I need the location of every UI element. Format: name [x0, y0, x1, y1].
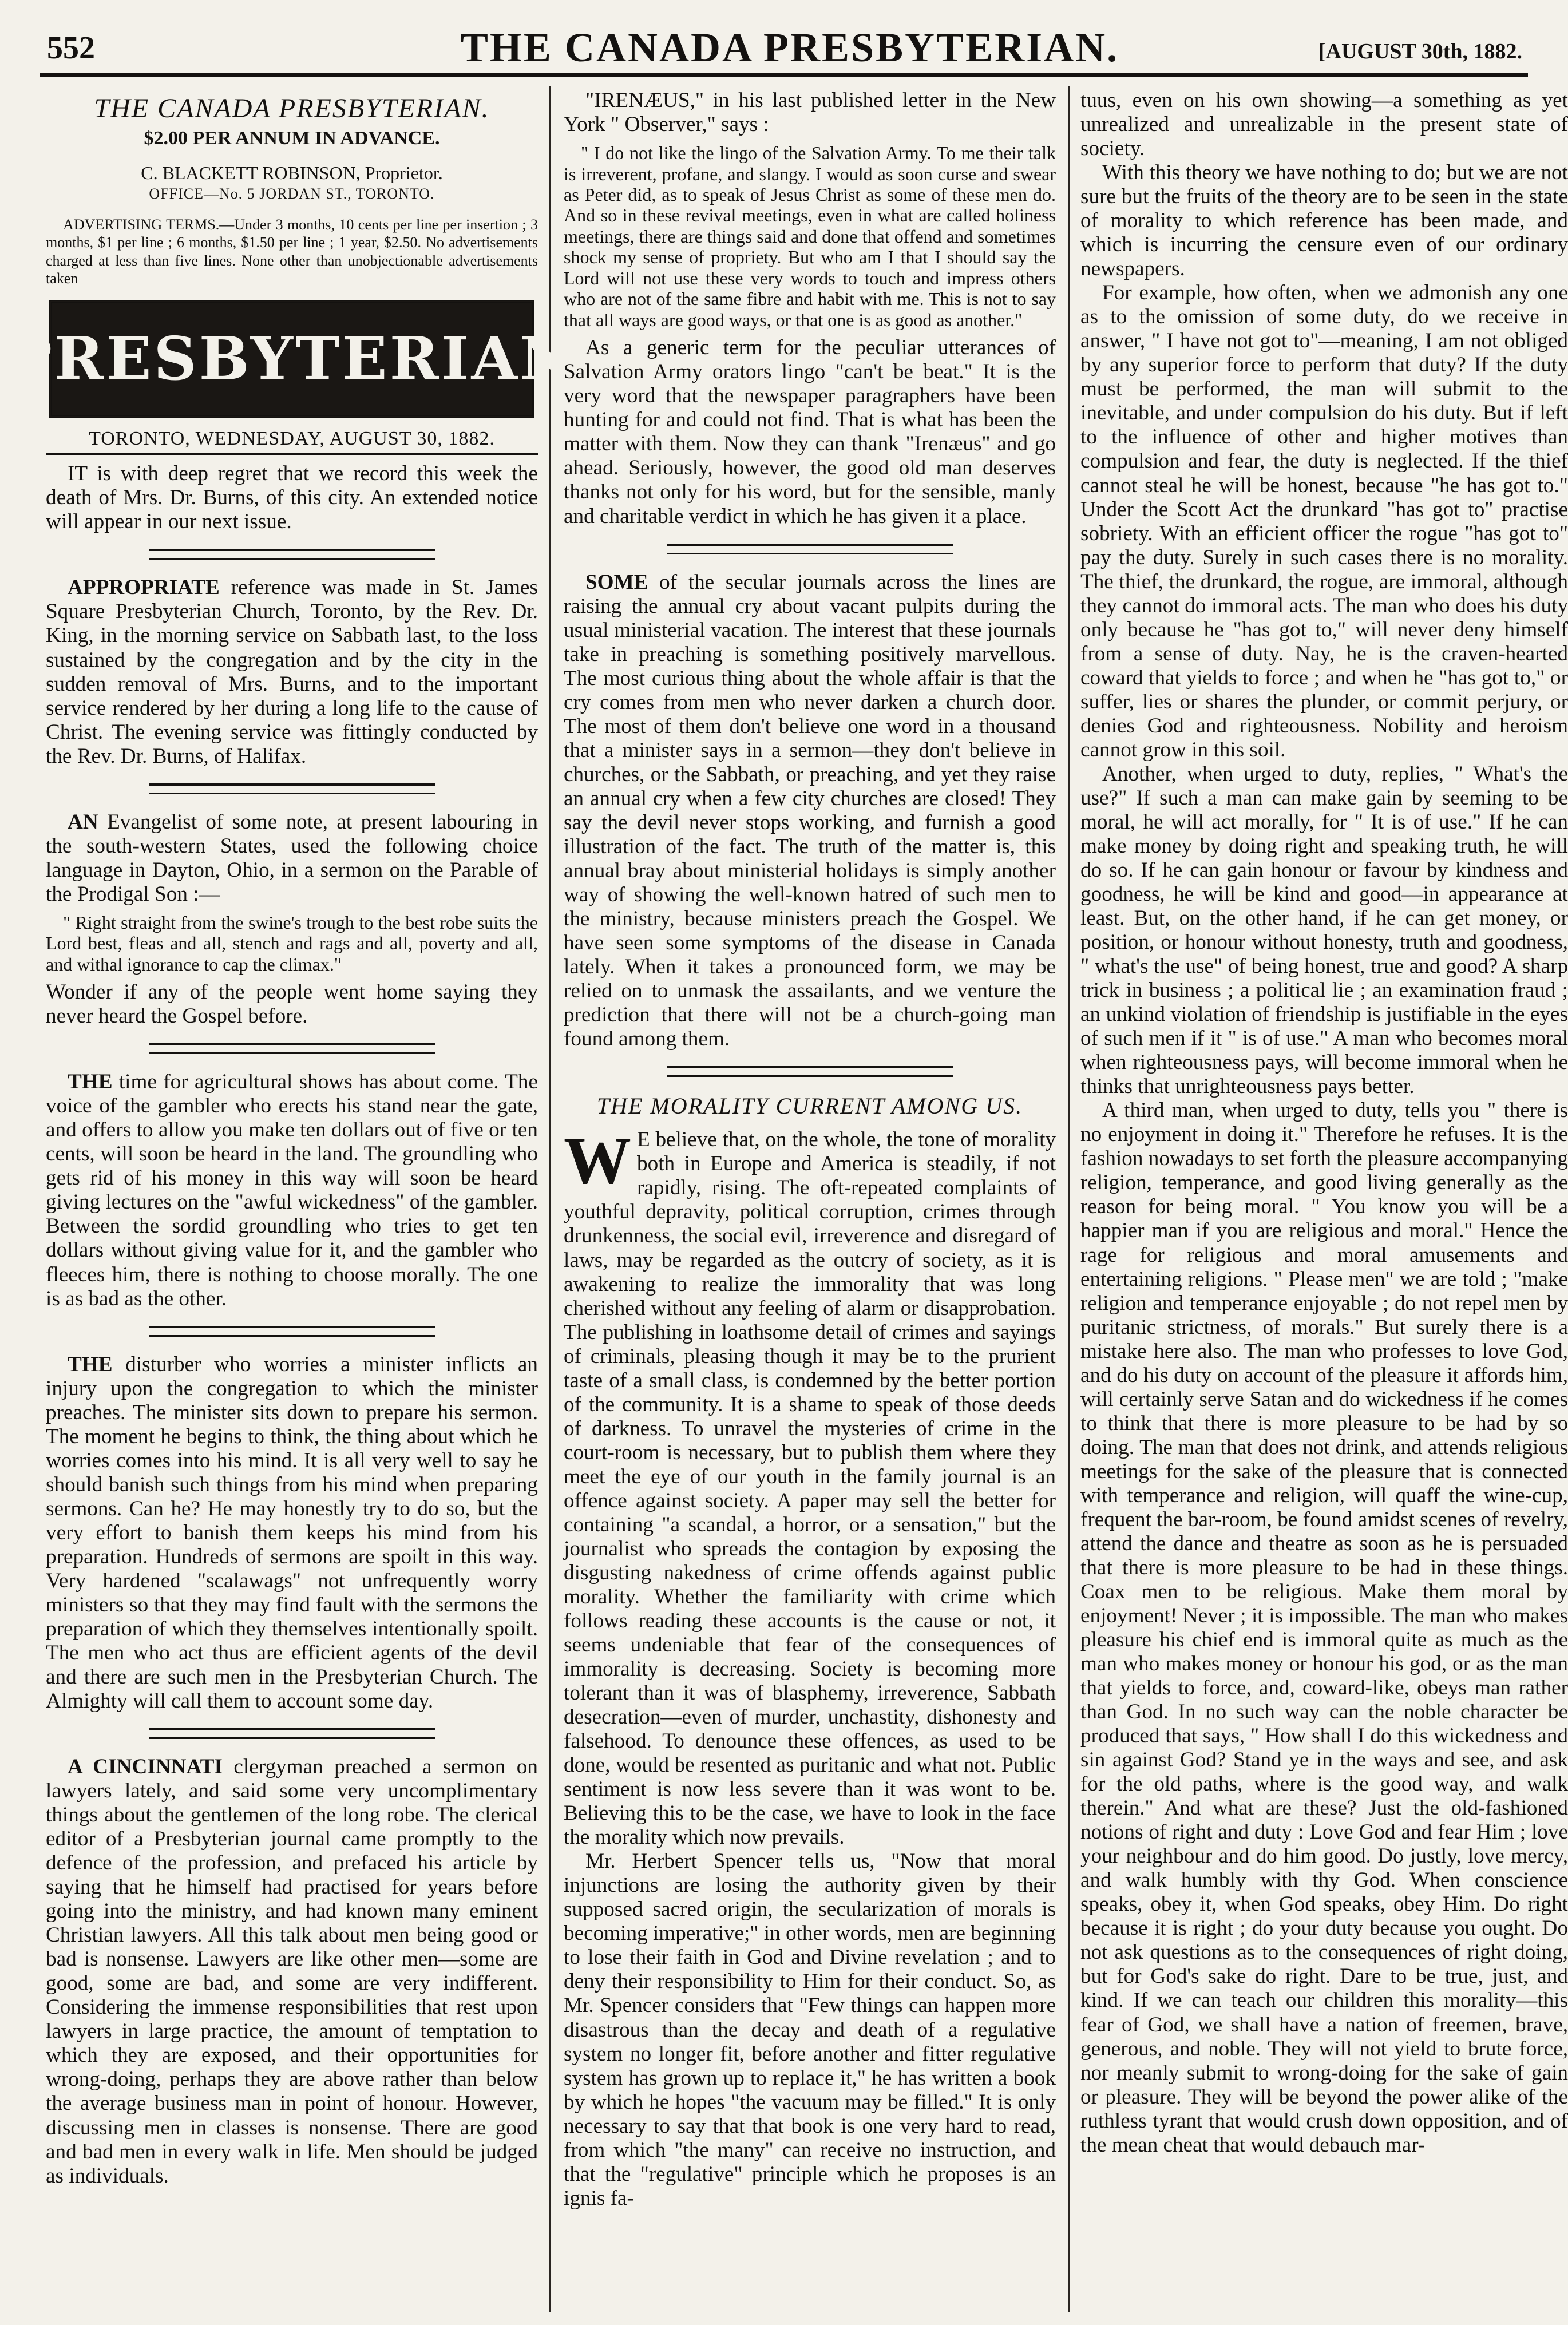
dateline: TORONTO, WEDNESDAY, AUGUST 30, 1882. — [46, 428, 538, 455]
lead-word: A CINCINNATI — [68, 1755, 223, 1779]
paragraph-text: Wonder if any of the people went home saying they never heard the Gospel before. — [46, 980, 538, 1028]
paragraph-agricultural-shows — [46, 1070, 538, 1310]
paragraph-text: time for agricultural shows has about come. The voice of the gambler who erects his stand near the gate, and offers to allow you make ten dollars out of five or ten cents, will soon be heard in the land. The groundling who gets rid of his money in this way will soon be heard giving lectures on the "awful wickedness" of the gambler. Between the sordid groundling who tries to get ten dollars without giving value for it, and the gambler who fleeces him, there is nothing to choose morally. The one is as bad as the other. — [46, 1070, 538, 1310]
paragraph-text: disturber who worries a minister inflicts an injury upon the congregation to which the minister preaches. The minister sits down to prepare his sermon. The moment he begins to think, the thing about which he worries comes into his mind. It is all very well to say he should banish such things from his mind when preparing sermons. Can he? He may honestly try to do so, but the very effort to banish them keeps his mind from his preparation. Hundreds of sermons are spoilt in this way. Very hardened "scalawags" not unfrequently worry ministers so that they may find fault with the sermons the preparation of which they themselves intentionally spoilt. The men who act thus are efficient agents of the devil and there are such men in the Presbyterian Church. The Almighty will call them to account some day. — [46, 1352, 538, 1713]
presbyterian-logo — [7, 300, 577, 418]
paragraph-cincinnati — [46, 1755, 538, 2188]
paragraph-lingo: As a generic term for the peculiar utterances of Salvation Army orators lingo "can't be beat." It is the very word that the newspaper paragraphers have been hunting for and could not find. That is what has been the matter with them. Now they can thank "Irenæus" and go ahead. Seriously, however, the good old man deserves thanks not only for his word, but for the sensible, manly and charitable verdict in which he has given it a place. — [564, 336, 1056, 528]
publisher-line: C. BLACKETT ROBINSON, Proprietor. — [141, 162, 443, 183]
column-2 — [564, 89, 1056, 2315]
paragraph-not-got-to: For example, how often, when we admonish any one as to the omission of some duty, do we receive in answer, " I have not got to"—meaning, I am not obliged by any superior force to perform that duty? If the duty must be performed, the man will submit to the inevitable, and under compulsion do his duty. But if left to the influence of other and higher motives than compulsion and fear, the duty is neglected. If the thief cannot steal he will be honest, because "he has got to." Under the Scott Act the drunkard "has got to" practise sobriety. With an efficient officer the rogue "has got to" pay the duty. Surely in such cases there is no morality. The thief, the drunkard, the rogue, are immoral, although they cannot do immoral acts. The man who does his duty only because he "has got to," will never deny himself from a sense of duty. Nay, he is the craven-hearted coward that yields to force ; and when he "has got to," or suffer, lies or shares the plunder, or commit perjury, or denies God and righteousness. Nobility and heroism cannot grow in this soil. — [1080, 281, 1568, 762]
column-3 — [1080, 89, 1568, 2315]
masthead: THE CANADA PRESBYTERIAN. — [460, 25, 1119, 70]
paragraph-theory: With this theory we have nothing to do; but we are not sure but the fruits of the theory are to be seen in the state of morality to which reference has been made, and which is incurring the censure even of our ordinary newspapers. — [1080, 161, 1568, 281]
lead-word: THE — [68, 1070, 113, 1094]
separator — [149, 1043, 435, 1054]
paragraph-text: clergyman preached a sermon on lawyers lately, and said some very uncomplimentary things about the gentlemen of the long robe. The clerical editor of a Presbyterian journal came promptly to the defence of the profession, and prefaced his article by saying that he himself had practised for years before going into the ministry, and had known many eminent Christian lawyers. All this talk about men being good or bad is nonsense. Lawyers are like other men—some are good, some are bad, and some are very indifferent. Considering the immense responsibilities that rest upon lawyers in large practice, the amount of temptation to which they are exposed, and their opportunities for wrong-doing, perhaps they are above rather than below the average business man in point of honour. However, discussing men in classes is nonsense. There are good and bad men in every walk in life. Men should be judged as individuals. — [46, 1755, 538, 2188]
paragraph-text: Evangelist of some note, at present labouring in the south-western States, used the following choice language in Dayton, Ohio, in a sermon on the Parable of the Prodigal Son :— — [46, 810, 538, 906]
paragraph-st-james — [46, 576, 538, 768]
column-rule-2 — [1068, 86, 1070, 2312]
paragraph-morality-opening — [564, 1123, 1056, 1849]
paragraph-secular-journals — [564, 571, 1056, 1052]
paragraph-irenaeus: "IRENÆUS," in his last published letter in the New York " Observer," says : — [564, 89, 1056, 137]
paragraph-death-notice: IT is with deep regret that we record this week the death of Mrs. Dr. Burns, of this city. An extended notice will appear in our next issue. — [46, 462, 538, 534]
paragraph-evangelist — [46, 810, 538, 906]
separator — [667, 1066, 953, 1077]
paragraph-continued: tuus, even on his own showing—a something as yet unrealized and unrealizable in the present state of society. — [1080, 89, 1568, 161]
paragraph-text: of the secular journals across the lines are raising the annual cry about vacant pulpits during the usual ministerial vacation. The interest that these journals take in preaching is something positively marvellous. The most curious thing about the whole affair is that the cry comes from men who never darken a church door. The most of them don't believe one word in a thousand that a minister says in a sermon—they don't believe in churches, or the Sabbath, or preaching, and yet they raise an annual cry when a few city churches are closed! They say the devil never stops working, and furnish a good illustration of the fact. The truth of the matter is, this annual bray about ministerial holidays is simply another way of showing the well-known hatred of such men to the ministry, because ministers preach the Gospel. We have seen some symptoms of the disease in Canada lately. When it takes a pronounced form, we may be relied on to unmask the assailants, and we venture the prediction that there will not be a church-going man found among them. — [564, 570, 1056, 1051]
logo-text: PRESBYTERIAN — [7, 323, 577, 394]
paragraph-text: reference was made in St. James Square Presbyterian Church, Toronto, by the Rev. Dr. King, in the morning service on Sabbath last, to the loss sustained by the congregation and by the city in the sudden removal of Mrs. Burns, and to the important service rendered by her during a long life to the cause of Christ. The evening service was fittingly conducted by the Rev. Dr. Burns, of Halifax. — [46, 576, 538, 768]
article-title: THE MORALITY CURRENT AMONG US. — [596, 1093, 1023, 1119]
separator — [149, 549, 435, 560]
lead-word: AN — [68, 810, 98, 834]
lead-word: THE — [68, 1352, 113, 1376]
paragraph-spencer: Mr. Herbert Spencer tells us, "Now that moral injunctions are losing the authority given by their supposed sacred origin, the secularization of morals is becoming imperative;" in other words, men are beginning to lose their faith in God and Divine revelation ; and to deny their responsibility to Him for their conduct. So, as Mr. Spencer considers that "Few things can happen more disastrous than the decay and death of a regulative system no longer fit, before another and fitter regulative system has grown up to replace it," he has written a book by which he hopes "the vacuum may be filled." It is only necessary to say that that book is one very hard to read, from which "the many" can receive no instruction, and that the "regulative" principle which he proposes is an ignis fa- — [564, 1849, 1056, 2210]
page-number: 552 — [47, 30, 95, 66]
separator — [667, 544, 953, 554]
paragraph-whats-the-use: Another, when urged to duty, replies, " What's the use?" If such a man can make gain by seeming to be moral, he will act morally, for " It is of use." If he can make money by doing right and speaking truth, he will do so. If he can gain honour or favour by kindness and goodness, he will be kind and good—in appearance at least. But, on the other hand, if he can get money, or position, or honour without honesty, truth and goodness, " what's the use" of being honest, true and good? A sharp trick in business ; a political lie ; an examination fraud ; an unkind violation of friendship is justifiable in the eyes of such men if it " is of use." A man who becomes moral when righteousness pays, will become immoral when he thinks that unrighteousness pays better. — [1080, 762, 1568, 1099]
publication-title: THE CANADA PRESBYTERIAN. — [94, 93, 490, 124]
advertising-terms: ADVERTISING TERMS.—Under 3 months, 10 cents per line per insertion ; 3 months, $1 per line ; 6 months, $1.50 per line ; 1 year, $2.50. No advertisements charged at less than five lines. None other than unobjectionable advertisements taken — [46, 216, 538, 287]
header-rule — [40, 73, 1528, 77]
irenaeus-quote: " I do not like the lingo of the Salvation Army. To me their talk is irreverent, profane, and slangy. I would as soon curse and swear as Peter did, as to speak of Jesus Christ as some of these men do. And so in these revival meetings, even in what are called holiness meetings, there are things said and done that offend and sometimes shock my sense of propriety. But who am I that I should say the Lord will not use these very words to touch and impress others who are not of the same fibre and habit with me. This is not to say that all ways are good ways, or that one is as good as another." — [564, 142, 1056, 330]
column-1 — [7, 89, 577, 2315]
subscription-price: $2.00 PER ANNUM IN ADVANCE. — [144, 128, 440, 149]
header-date: [AUGUST 30th, 1882. — [1318, 39, 1522, 64]
separator — [149, 1326, 435, 1337]
lead-word: APPROPRIATE — [68, 576, 220, 600]
paragraph-text: E believe that, on the whole, the tone of morality both in Europe and America is steadily, if not rapidly, rising. The oft-repeated complaints of youthful depravity, political corruption, crimes through drunkenness, the social evil, irreverence and disregard of laws, may be regarded as the outcry of society, as it is awakening to realize the immorality that was long cherished without any feeling of alarm or disapprobation. The publishing in loathsome detail of crimes and sayings of criminals, pleasing though it may be to the prurient taste of a small class, is condemned by the better portion of the community. It is a shame to speak of those deeds of darkness. To unravel the mysteries of crime in the court-room is necessary, but to publish them where they meet the eye of our youth in the family journal is an offence against society. A paper may sell the better for containing "a scandal, a horror, or a sensation," but the journalist who spreads the contagion by exposing the disgusting nakedness of crime offends against public morality. Whether the familiarity with crime which follows reading these accounts is the cause or not, it seems undeniable that fear of the consequences of immorality is decreasing. Society is becoming more tolerant than it was of blasphemy, irreverence, Sabbath desecration—even of murder, unchastity, dishonesty and falsehood. To denounce these offences, as used to be done, would be resented as puritanic and what not. Public sentiment is now less severe than it was wont to be. Believing this to be the case, we have to look in the face the morality which now prevails. — [564, 1128, 1056, 1849]
lead-word: SOME — [585, 570, 648, 594]
drop-cap: W — [564, 1123, 631, 1198]
sermon-quote: " Right straight from the swine's trough to the best robe suits the Lord best, fleas and all, stench and rags and all, poverty and all, and withal ignorance to cap the climax." — [46, 912, 538, 975]
office-address: OFFICE—No. 5 JORDAN ST., TORONTO. — [149, 185, 435, 202]
paragraph-enjoyment: A third man, when urged to duty, tells you " there is no enjoyment in doing it." Therefore he refuses. It is the fashion nowadays to set forth the pleasure accompanying religion, temperance, and good living generally as the reason for being moral. " You know you will be a happier man if you are religious and moral." Hence the rage for religious and moral amusements and entertaining religions. " Please men" we are told ; "make religion and temperance enjoyable ; do not repel men by puritanic strictness, of morals." But surely there is a mistake here also. The man who professes to love God, and do his duty on account of the pleasure it affords him, will certainly serve Satan and do wickedness if he comes to think that there is more pleasure to be had by so doing. The man that does not drink, and attends religious meetings for the sake of the pleasure that is connected with temperance and religion, will quaff the wine-cup, frequent the bar-room, be found amidst scenes of revelry, attend the dance and theatre as soon as he is persuaded that there is more pleasure to be had in these things. Coax men to be religious. Make them moral by enjoyment! Never ; it is impossible. The man who makes pleasure his chief end is immoral quite as much as the man who makes money or honour his god, or as the man that yields to force, and, coward-like, obeys man rather than God. In no such way can the noble character be produced that says, " How shall I do this wickedness and sin against God? Stand ye in the ways and see, and ask for the old paths, where is the good way, and walk therein." And what are these? Just the old-fashioned notions of right and duty : Love God and fear Him ; love your neighbour and do him good. Do justly, love mercy, and walk humbly with thy God. When conscience speaks, obey it, when God speaks, obey Him. Do right because it is right ; do your duty because you ought. Do not ask questions as to the consequences of right doing, but for God's sake do right. Dare to be true, just, and kind. If we can teach our children this morality—this fear of God, we shall have a nation of freemen, brave, generous, and noble. They will not yield to brute force, nor meanly submit to wrong-doing for the sake of gain or pleasure. They will be beyond the power alike of the ruthless tyrant that would crush down opposition, and of the mean cheat that would debauch mar- — [1080, 1099, 1568, 2157]
column-rule-1 — [549, 86, 551, 2312]
separator — [149, 783, 435, 794]
paragraph-disturber — [46, 1353, 538, 1713]
separator — [149, 1728, 435, 1739]
page-header — [46, 23, 1534, 80]
